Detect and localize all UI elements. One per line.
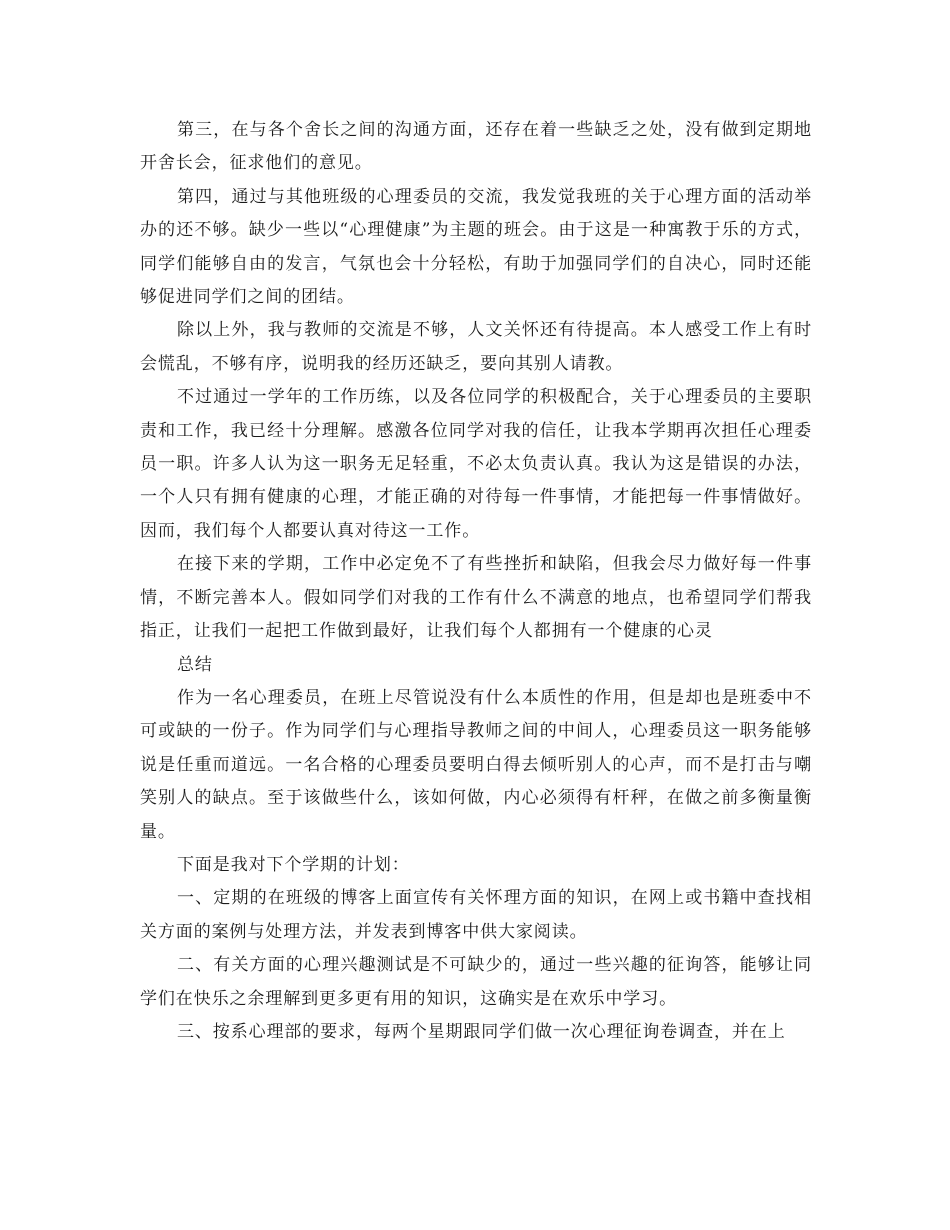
paragraph-communication: 第三，在与各个舍长之间的沟通方面，还存在着一些缺乏之处，没有做到定期地开舍长会，征求他们的意见。 <box>140 120 812 174</box>
paragraph-experience: 不过通过一学年的工作历练，以及各位同学的积极配合，关于心理委员的主要职责和工作，我已经十分理解。感激各位同学对我的信任，让我本学期再次担任心理委员一职。许多人认为这一职务无足轻重，不必太负责认真。我认为这是错误的办法，一个人只有拥有健康的心理，才能正确的对待每一件事情，才能把每一件事情做好。因而，我们每个人都要认真对待这一工作。 <box>140 387 812 541</box>
paragraph-next-term: 在接下来的学期，工作中必定免不了有些挫折和缺陷，但我会尽力做好每一件事情，不断完善本人。假如同学们对我的工作有什么不满意的地点，也希望同学们帮我指正，让我们一起把工作做到最好，让我们每个人都拥有一个健康的心灵 <box>140 554 812 642</box>
plan-item-2: 二、有关方面的心理兴趣测试是不可缺少的，通过一些兴趣的征询答，能够让同学们在快乐之余理解到更多更有用的知识，这确实是在欢乐中学习。 <box>140 955 812 1009</box>
paragraph-plan-intro: 下面是我对下个学期的计划： <box>177 854 410 875</box>
paragraph-activities: 第四，通过与其他班级的心理委员的交流，我发觉我班的关于心理方面的活动举办的还不够。缺少一些以“心理健康”为主题的班会。由于这是一种寓教于乐的方式，同学们能够自由的发言，气氛也会十分轻松，有助于加强同学们的自决心，同时还能够促进同学们之间的团结。 <box>140 186 812 308</box>
plan-item-3: 三、按系心理部的要求，每两个星期跟同学们做一次心理征询卷调查，并在上 <box>177 1021 786 1042</box>
section-heading-summary: 总结 <box>177 654 213 675</box>
paragraph-summary: 作为一名心理委员，在班上尽管说没有什么本质性的作用，但是却也是班委中不可或缺的一份子。作为同学们与心理指导教师之间的中间人，心理委员这一职务能够说是任重而道远。一名合格的心理委员要明白得去倾听别人的心声，而不是打击与嘲笑别人的缺点。至于该做些什么，该如何做，内心必须得有杆秤，在做之前多衡量衡量。 <box>140 687 812 842</box>
document-body <box>140 114 812 1049</box>
paragraph-teacher-exchange: 除以上外，我与教师的交流是不够，人文关怀还有待提高。本人感受工作上有时会慌乱，不够有序，说明我的经历还缺乏，要向其别人请教。 <box>140 320 812 374</box>
plan-item-1: 一、定期的在班级的博客上面宣传有关怀理方面的知识，在网上或书籍中查找相关方面的案例与处理方法，并发表到博客中供大家阅读。 <box>140 888 812 942</box>
